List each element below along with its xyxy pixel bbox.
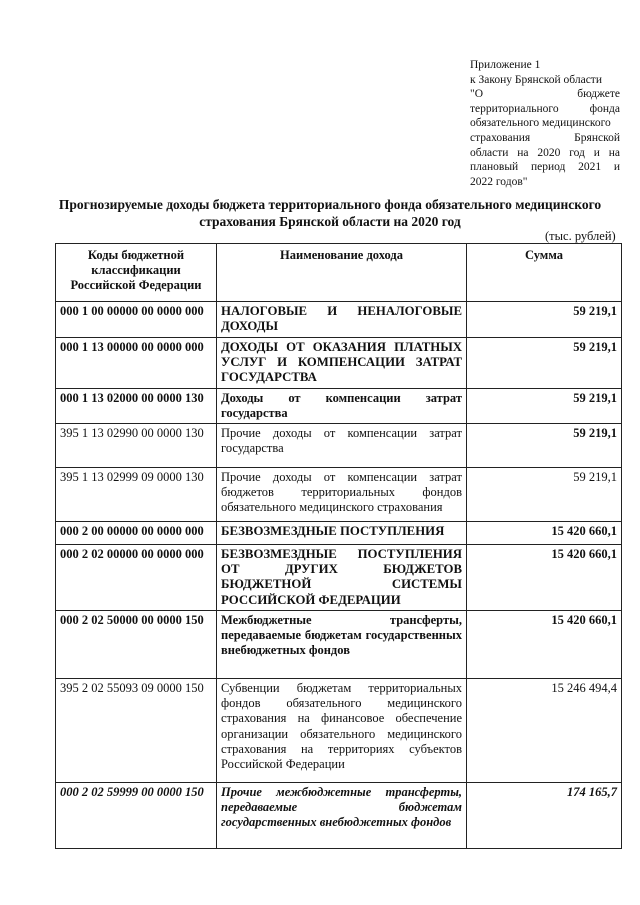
row-sum: 59 219,1 [467,468,622,522]
appendix-line: 2022 годов" [470,175,528,188]
row-sum: 59 219,1 [467,424,622,468]
table-row [56,611,622,679]
row-code: 395 1 13 02999 09 0000 130 [56,468,217,522]
table-row [56,545,622,611]
header-sum: Сумма [467,244,622,302]
row-name: ДОХОДЫ ОТ ОКАЗАНИЯ ПЛАТНЫХ УСЛУГ И КОМПЕНСАЦИИ ЗАТРАТ ГОСУДАРСТВА [217,338,467,389]
row-name: Субвенции бюджетам территориальных фондов обязательного медицинского страхования на финансовое обеспечение организации обязательного медицинского страхования на территориях субъектов Российской Федерации [217,679,467,783]
header-code: Коды бюджетной классификации Российской Федерации [56,244,217,302]
row-sum: 59 219,1 [467,302,622,338]
row-name: Доходы от компенсации затрат государства [217,388,467,423]
appendix-line: плановый период 2021 и [470,161,620,174]
row-code: 000 2 00 00000 00 0000 000 [56,522,217,545]
table-header-row [56,244,622,302]
appendix-line: обязательного медицинского [470,117,611,130]
table-row [56,338,622,389]
table-row [56,522,622,545]
row-name: БЕЗВОЗМЕЗДНЫЕ ПОСТУПЛЕНИЯ [217,522,467,545]
row-code: 000 1 13 00000 00 0000 000 [56,338,217,389]
row-sum: 15 420 660,1 [467,522,622,545]
appendix-note [470,58,620,189]
appendix-line: страхования Брянской [470,131,620,144]
row-code: 000 1 13 02000 00 0000 130 [56,388,217,423]
row-name: Прочие доходы от компенсации затрат государства [217,424,467,468]
revenue-table [55,243,622,849]
row-code: 000 2 02 59999 00 0000 150 [56,783,217,849]
header-name: Наименование дохода [217,244,467,302]
table-row [56,302,622,338]
row-sum: 59 219,1 [467,388,622,423]
appendix-line: Приложение 1 [470,59,541,71]
appendix-line: территориального фонда [470,102,620,115]
row-name: Межбюджетные трансферты, передаваемые бюджетам государственных внебюджетных фондов [217,611,467,679]
table-row [56,468,622,522]
row-sum: 15 246 494,4 [467,679,622,783]
row-sum: 174 165,7 [467,783,622,849]
units-label: (тыс. рублей) [545,229,616,243]
appendix-line: "О бюджете [470,88,620,101]
row-sum: 15 420 660,1 [467,545,622,611]
row-name: НАЛОГОВЫЕ И НЕНАЛОГОВЫЕ ДОХОДЫ [217,302,467,338]
row-sum: 15 420 660,1 [467,611,622,679]
row-sum: 59 219,1 [467,338,622,389]
appendix-line: области на 2020 год и на [470,146,620,159]
row-name: БЕЗВОЗМЕЗДНЫЕ ПОСТУПЛЕНИЯ ОТ ДРУГИХ БЮДЖЕТОВ БЮДЖЕТНОЙ СИСТЕМЫ РОССИЙСКОЙ ФЕДЕРАЦИИ [217,545,467,611]
table-row [56,783,622,849]
table-row [56,424,622,468]
row-name: Прочие доходы от компенсации затрат бюджетов территориальных фондов обязательного медицинского страхования [217,468,467,522]
row-code: 000 1 00 00000 00 0000 000 [56,302,217,338]
table-row [56,679,622,783]
row-code: 000 2 02 50000 00 0000 150 [56,611,217,679]
row-name: Прочие межбюджетные трансферты, передаваемые бюджетам государственных внебюджетных фондов [217,783,467,849]
row-code: 395 1 13 02990 00 0000 130 [56,424,217,468]
appendix-line: к Закону Брянской области [470,73,602,86]
document-title: Прогнозируемые доходы бюджета территориального фонда обязательного медицинского страхования Брянской области на 2020 год [58,197,602,229]
row-code: 395 2 02 55093 09 0000 150 [56,679,217,783]
table-row [56,388,622,423]
row-code: 000 2 02 00000 00 0000 000 [56,545,217,611]
